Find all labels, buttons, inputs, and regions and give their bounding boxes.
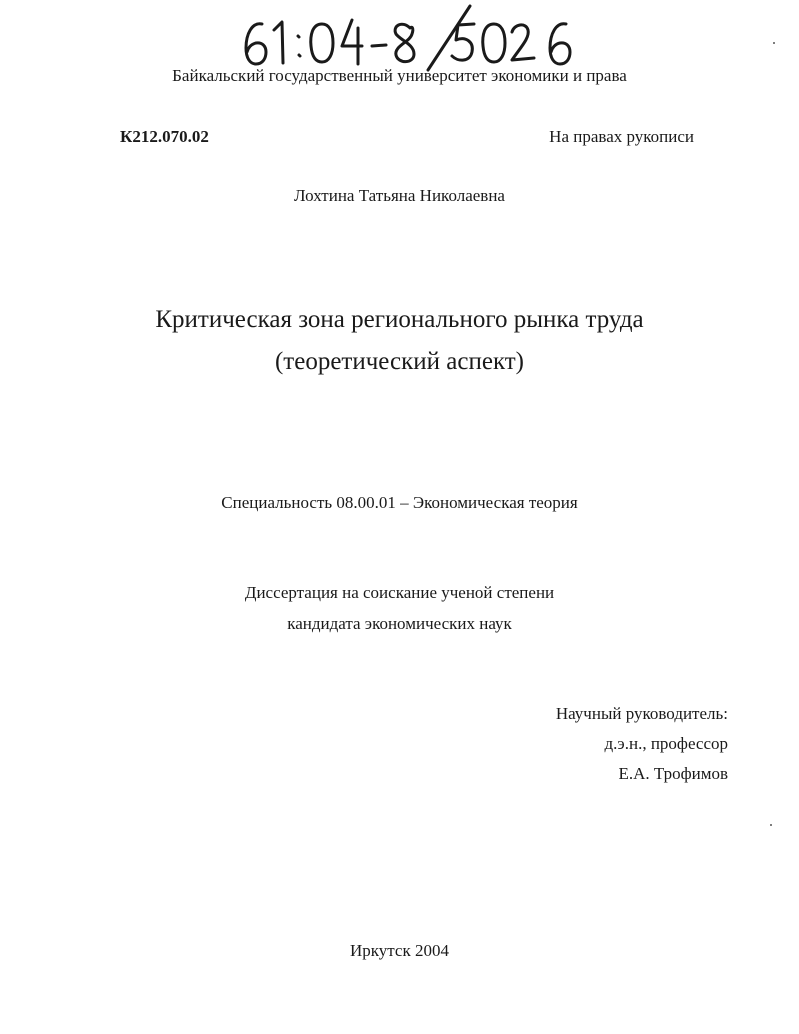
author-name: Лохтина Татьяна Николаевна	[294, 186, 505, 205]
supervisor-degree: д.э.н., профессор	[604, 734, 728, 753]
scan-speck	[770, 824, 772, 826]
supervisor-label: Научный руководитель:	[555, 704, 728, 723]
university-name: Байкальский государственный университет экономики и права	[172, 66, 627, 85]
rights-note: На правах рукописи	[549, 127, 694, 146]
scan-speck	[773, 42, 775, 44]
dissertation-line-1: Диссертация на соискание ученой степени	[244, 583, 555, 602]
supervisor-name: Е.А. Трофимов	[618, 764, 728, 783]
document-code: К212.070.02	[120, 127, 209, 146]
specialty: Специальность 08.00.01 – Экономическая теория	[221, 493, 578, 512]
city-year: Иркутск 2004	[350, 941, 449, 960]
title-line-1: Критическая зона регионального рынка труда	[155, 306, 644, 333]
title-line-2: (теоретический аспект)	[274, 348, 525, 375]
dissertation-line-2: кандидата экономических наук	[287, 614, 512, 633]
